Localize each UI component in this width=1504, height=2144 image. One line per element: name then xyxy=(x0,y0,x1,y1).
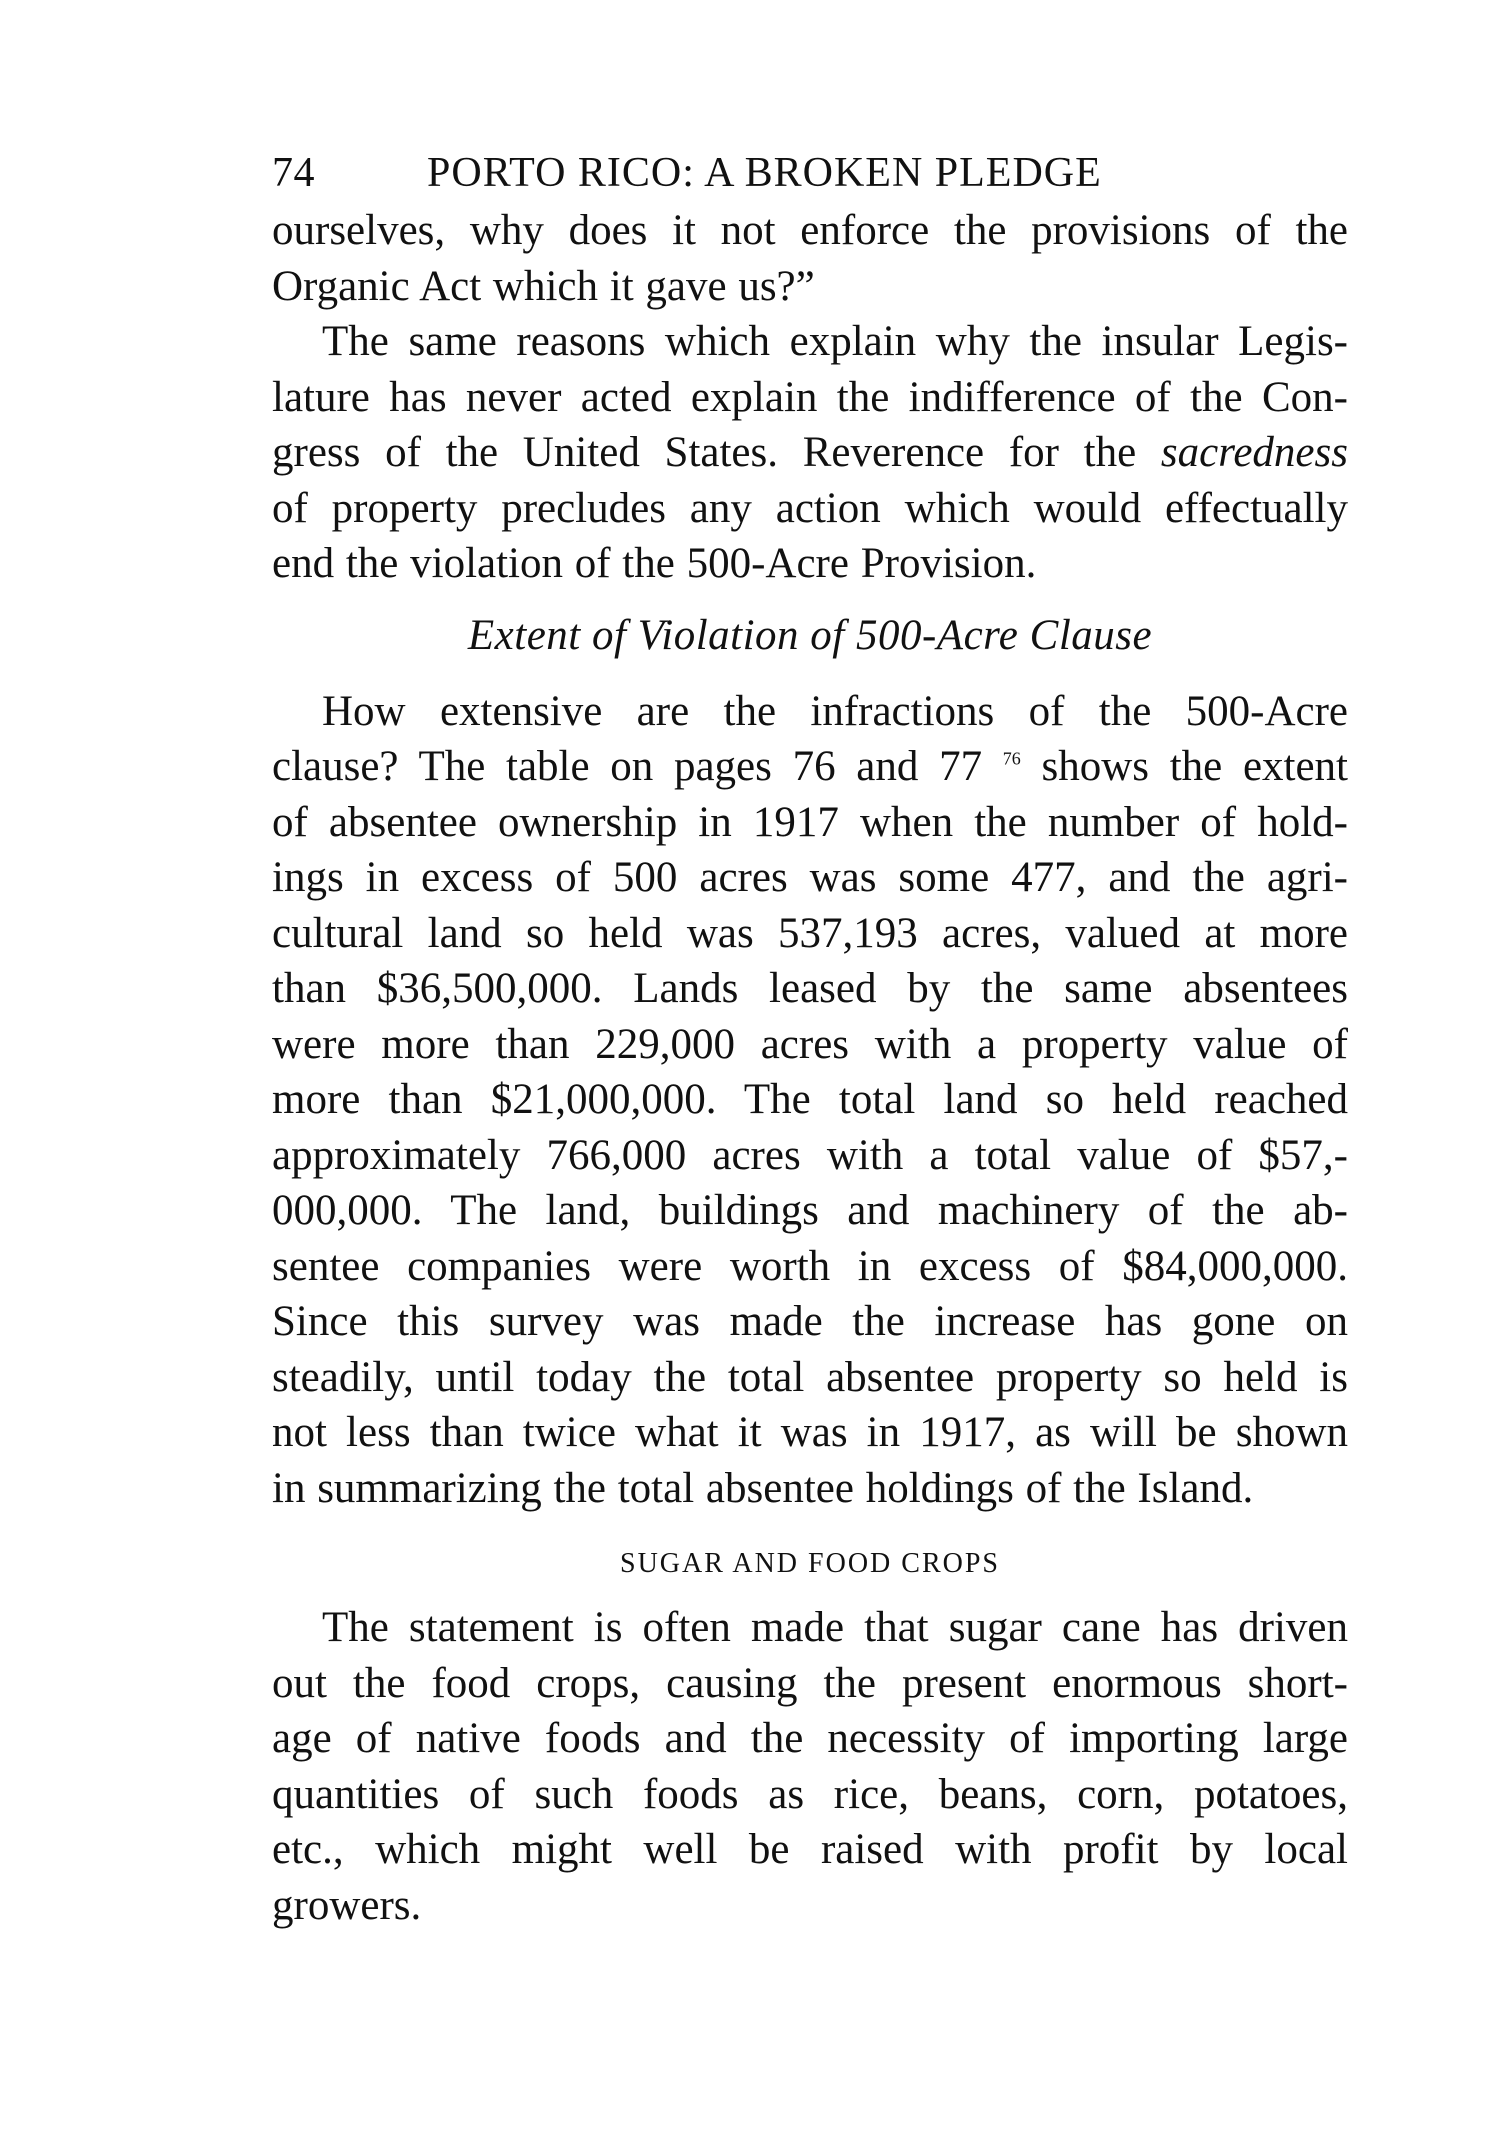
paragraph-reasons xyxy=(272,314,1348,592)
text-segment: shows the extent xyxy=(1041,743,1349,790)
text-line: 000,000. The land, buildings and machinery of the ab- xyxy=(272,1187,1348,1234)
page-content xyxy=(272,145,1348,1933)
italic-word: sacredness xyxy=(1160,429,1348,476)
text-line: steadily, until today the total absentee property so held is xyxy=(272,1353,1348,1401)
text-line: age of native foods and the necessity of importing large xyxy=(272,1715,1348,1762)
text-line: quantities of such foods as rice, beans, corn, potatoes, xyxy=(272,1770,1348,1818)
text-line: than $36,500,000. Lands leased by the same absentees xyxy=(272,965,1348,1012)
text-line: not less than twice what it was in 1917, as will be shown xyxy=(272,1409,1348,1456)
section-heading-small-caps: SUGAR AND FOOD CROPS xyxy=(620,1548,1000,1579)
text-line: out the food crops, causing the present enormous short- xyxy=(272,1659,1348,1707)
text-line: were more than 229,000 acres with a property value of xyxy=(272,1020,1348,1068)
text-line: Organic Act which it gave us?” xyxy=(272,262,815,310)
text-line: etc., which might well be raised with profit by local xyxy=(272,1826,1348,1873)
text-line: sentee companies were worth in excess of $84,000,000. xyxy=(272,1242,1348,1290)
text-line: lature has never acted explain the indifference of the Con- xyxy=(272,373,1348,421)
text-line: The statement is often made that sugar cane has driven xyxy=(322,1604,1348,1651)
footnote-marker: 76 xyxy=(1002,748,1021,769)
text-line: more than $21,000,000. The total land so held reached xyxy=(272,1076,1348,1123)
text-line: approximately 766,000 acres with a total value of $57,- xyxy=(272,1131,1348,1179)
text-segment: gress of the United States. Reverence for the xyxy=(272,429,1137,476)
running-head-title: PORTO RICO: A BROKEN PLEDGE xyxy=(427,150,1102,196)
paragraph-extent xyxy=(272,684,1348,1517)
text-line: in summarizing the total absentee holdings of the Island. xyxy=(272,1464,1254,1512)
text-line: How extensive are the infractions of the 500-Acre xyxy=(322,687,1348,735)
paragraph-sugar xyxy=(272,1600,1348,1933)
text-line: ings in excess of 500 acres was some 477, and the agri- xyxy=(272,854,1348,901)
text-line: of property precludes any action which would effectually xyxy=(272,484,1348,532)
paragraph-continuation xyxy=(272,203,1348,314)
text-line: Since this survey was made the increase has gone on xyxy=(272,1298,1348,1345)
running-head xyxy=(272,145,1348,201)
text-segment: clause? The table on pages 76 and 77 xyxy=(272,743,983,790)
text-line: cultural land so held was 537,193 acres, valued at more xyxy=(272,909,1348,957)
text-line-with-footnote xyxy=(272,739,1348,795)
section-subheading: Extent of Violation of 500-Acre Clause xyxy=(467,611,1153,659)
text-line: The same reasons which explain why the insular Legis- xyxy=(322,318,1348,365)
text-line-with-italic xyxy=(272,425,1348,481)
text-line: growers. xyxy=(272,1881,422,1929)
text-line: of absentee ownership in 1917 when the number of hold- xyxy=(272,798,1348,846)
text-line: ourselves, why does it not enforce the provisions of the xyxy=(272,207,1348,254)
page-number: 74 xyxy=(272,150,315,196)
text-line: end the violation of the 500-Acre Provision. xyxy=(272,540,1037,587)
